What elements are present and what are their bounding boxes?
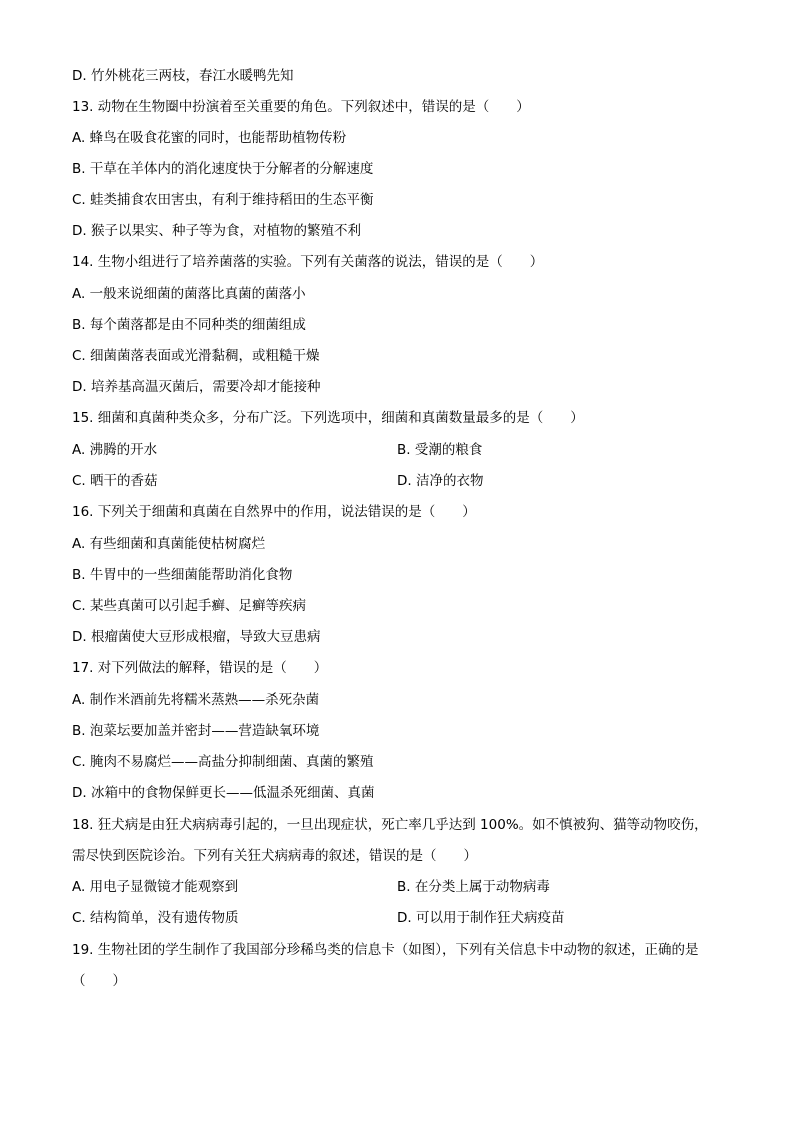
q19-stem-line2: （ ） [72,973,126,989]
q17-stem: 17. 对下列做法的解释，错误的是（ ） [72,660,328,676]
q13-option-d: D. 猴子以果实、种子等为食，对植物的繁殖不利 [72,223,361,239]
q13-option-c: C. 蛙类捕食农田害虫，有利于维持稻田的生态平衡 [72,192,374,208]
q16-option-d: D. 根瘤菌使大豆形成根瘤，导致大豆患病 [72,629,321,645]
q18-stem-line2: 需尽快到医院诊治。下列有关狂犬病病毒的叙述，错误的是（ ） [72,848,477,864]
q19-stem-line1: 19. 生物社团的学生制作了我国部分珍稀鸟类的信息卡（如图），下列有关信息卡中动物的叙述，正确的是 [72,942,699,958]
q14-option-a: A. 一般来说细菌的菌落比真菌的菌落小 [72,286,306,302]
q17-option-d: D. 冰箱中的食物保鲜更长——低温杀死细菌、真菌 [72,785,375,801]
q14-option-c: C. 细菌菌落表面或光滑黏稠，或粗糙干燥 [72,348,320,364]
q18-option-a: A. 用电子显微镜才能观察到 [72,879,239,895]
q17-option-b: B. 泡菜坛要加盖并密封——营造缺氧环境 [72,723,320,739]
q17-option-c: C. 腌肉不易腐烂——高盐分抑制细菌、真菌的繁殖 [72,754,374,770]
q13-option-a: A. 蜂鸟在吸食花蜜的同时，也能帮助植物传粉 [72,130,347,146]
q14-stem: 14. 生物小组进行了培养菌落的实验。下列有关菌落的说法，错误的是（ ） [72,254,544,270]
q16-option-a: A. 有些细菌和真菌能使枯树腐烂 [72,536,266,552]
q18-option-c: C. 结构简单，没有遗传物质 [72,910,239,926]
q15-option-b: B. 受潮的粮食 [397,442,483,458]
q13-option-b: B. 干草在羊体内的消化速度快于分解者的分解速度 [72,161,374,177]
q15-option-d: D. 洁净的衣物 [397,473,484,489]
q15-stem: 15. 细菌和真菌种类众多，分布广泛。下列选项中，细菌和真菌数量最多的是（ ） [72,410,584,426]
q13-stem: 13. 动物在生物圈中扮演着至关重要的角色。下列叙述中，错误的是（ ） [72,99,530,115]
q16-option-b: B. 牛胃中的一些细菌能帮助消化食物 [72,567,293,583]
q14-option-b: B. 每个菌落都是由不同种类的细菌组成 [72,317,306,333]
q18-stem-line1: 18. 狂犬病是由狂犬病病毒引起的，一旦出现症状，死亡率几乎达到 100%。如不慎被狗、猫等动物咬伤， [72,817,708,833]
q17-option-a: A. 制作米酒前先将糯米蒸熟——杀死杂菌 [72,692,320,708]
q18-option-d: D. 可以用于制作狂犬病疫苗 [397,910,565,926]
q18-option-b: B. 在分类上属于动物病毒 [397,879,550,895]
q16-option-c: C. 某些真菌可以引起手癣、足癣等疾病 [72,598,307,614]
q15-option-a: A. 沸腾的开水 [72,442,158,458]
q14-option-d: D. 培养基高温灭菌后，需要冷却才能接种 [72,379,321,395]
q12-option-d: D. 竹外桃花三两枝，春江水暖鸭先知 [72,68,294,84]
q15-option-c: C. 晒干的香菇 [72,473,158,489]
q16-stem: 16. 下列关于细菌和真菌在自然界中的作用，说法错误的是（ ） [72,504,476,520]
